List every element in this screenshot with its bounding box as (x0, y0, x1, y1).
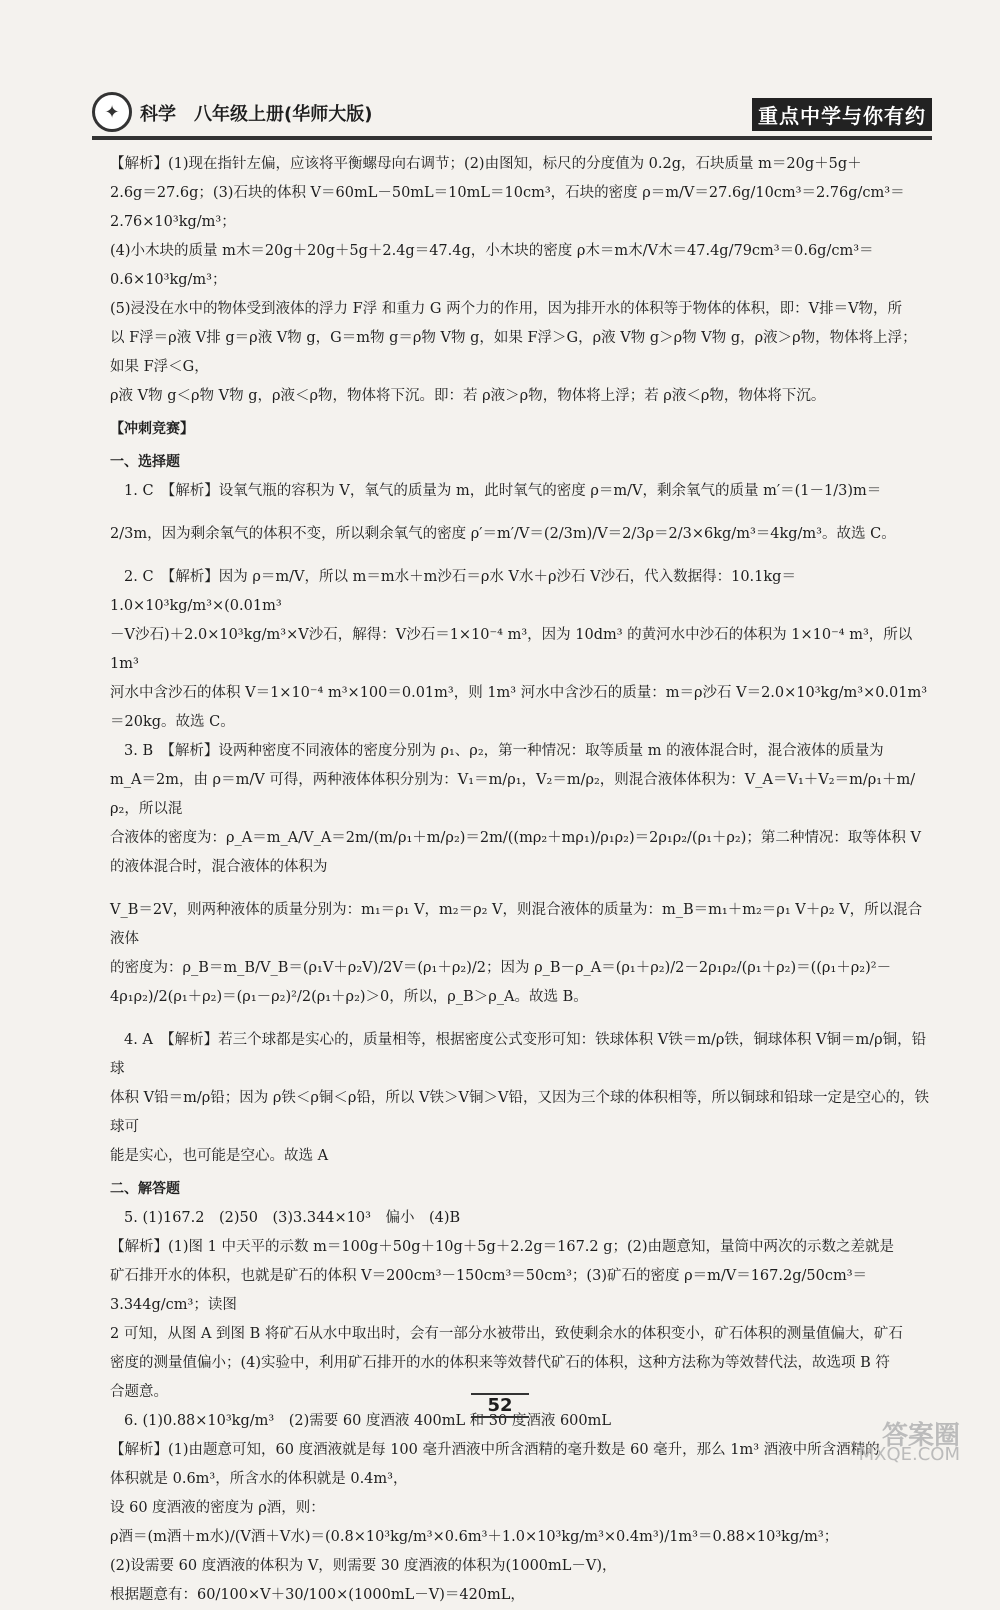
page-footer (450, 1390, 550, 1420)
text-line: m_A＝2m，由 ρ＝m/V 可得，两种液体体积分别为：V₁＝m/ρ₁，V₂＝m/ρ₂，则混合液体体积为：V_A＝V₁＋V₂＝m/ρ₁＋m/ρ₂，所以混 (110, 772, 916, 817)
text-line: ρ液 V物 g＜ρ物 V物 g，ρ液＜ρ物，物体将下沉。即：若 ρ液＞ρ物，物体将上浮；若 ρ液＜ρ物，物体将下沉。 (110, 388, 826, 404)
page-header (92, 92, 932, 142)
text-line: 2. C 【解析】因为 ρ＝m/V，所以 m＝m水＋m沙石＝ρ水 V水＋ρ沙石 V沙石，代入数据得：10.1kg＝1.0×10³kg/m³×(0.01m³ (110, 569, 796, 614)
text-line: 合题意。 (110, 1384, 168, 1400)
text-line (110, 549, 930, 563)
text-line: 二、解答题 (110, 1181, 180, 1197)
text-line: (5)浸没在水中的物体受到液体的浮力 F浮 和重力 G 两个力的作用，因为排开水的体积等于物体的体积，即：V排＝V物，所 (110, 301, 903, 317)
text-line: 体积就是 0.6m³，所含水的体积就是 0.4m³， (110, 1471, 408, 1487)
text-line: 【解析】(1)图 1 中天平的示数 m＝100g＋50g＋10g＋5g＋2.2g＝167.2 g；(2)由题意知，量筒中两次的示数之差就是 (110, 1239, 895, 1255)
text-line: 2 可知，从图 A 到图 B 将矿石从水中取出时，会有一部分水被带出，致使剩余水的体积变小，矿石体积的测量值偏大，矿石 (110, 1326, 903, 1342)
text-line: 设 60 度酒液的密度为 ρ酒，则： (110, 1500, 325, 1516)
text-line: V_B＝2V，则两种液体的质量分别为：m₁＝ρ₁ V，m₂＝ρ₂ V，则混合液体的质量为：m_B＝m₁＋m₂＝ρ₁ V＋ρ₂ V，所以混合液体 (110, 902, 923, 947)
text-line: 3. B 【解析】设两种密度不同液体的密度分别为 ρ₁、ρ₂，第一种情况：取等质量 m 的液体混合时，混合液体的质量为 (124, 743, 884, 759)
text-line: 河水中含沙石的体积 V＝1×10⁻⁴ m³×100＝0.01m³，则 1m³ 河水中含沙石的质量：m＝ρ沙石 V＝2.0×10³kg/m³×0.01m³ (110, 685, 928, 701)
text-line (110, 882, 930, 896)
text-line: 4. A 【解析】若三个球都是实心的，质量相等，根据密度公式变形可知：铁球体积 V铁＝m/ρ铁，铜球体积 V铜＝m/ρ铜，铅球 (110, 1032, 927, 1077)
school-logo-icon: ✦ (92, 92, 132, 132)
text-line: 2/3m，因为剩余氧气的体积不变，所以剩余氧气的密度 ρ′＝m′/V＝(2/3m)/V＝2/3ρ＝2/3×6kg/m³＝4kg/m³。故选 C。 (110, 526, 896, 542)
text-line (110, 506, 930, 520)
text-line: 6. (1)0.88×10³kg/m³ (2)需要 60 度酒液 400mL 和 30 度酒液 600mL (124, 1413, 612, 1429)
text-line: ρ酒＝(m酒＋m水)/(V酒＋V水)＝(0.8×10³kg/m³×0.6m³＋1.0×10³kg/m³×0.4m³)/1m³＝0.88×10³kg/m³； (110, 1529, 839, 1545)
text-line: 矿石排开水的体积，也就是矿石的体积 V＝200cm³－150cm³＝50cm³；(3)矿石的密度 ρ＝m/V＝167.2g/50cm³＝3.344g/cm³；读图 (110, 1268, 868, 1313)
text-line: 一、选择题 (110, 454, 180, 470)
brand-banner: 重点中学与你有约 (752, 98, 932, 131)
text-line: 合液体的密度为：ρ_A＝m_A/V_A＝2m/(m/ρ₁＋m/ρ₂)＝2m/((mρ₂＋mρ₁)/ρ₁ρ₂)＝2ρ₁ρ₂/(ρ₁＋ρ₂)；第二种情况：取等体积 V 的液体混合时，混合液体的体积为 (110, 830, 921, 875)
page-number: 52 (471, 1393, 528, 1418)
text-line (110, 1012, 930, 1026)
text-line: 根据题意有：60/100×V＋30/100×(1000mL－V)＝420mL， (110, 1587, 525, 1603)
text-line: (4)小木块的质量 m木＝20g＋20g＋5g＋2.4g＝47.4g，小木块的密度 ρ木＝m木/V木＝47.4g/79cm³＝0.6g/cm³＝0.6×10³kg/m³； (110, 243, 874, 288)
text-line: 2.6g＝27.6g；(3)石块的体积 V＝60mL－50mL＝10mL＝10cm³，石块的密度 ρ＝m/V＝27.6g/10cm³＝2.76g/cm³＝2.76×10³kg/m³； (110, 185, 905, 230)
text-line: 以 F浮＝ρ液 V排 g＝ρ液 V物 g，G＝m物 g＝ρ物 V物 g，如果 F浮＞G，ρ液 V物 g＞ρ物 V物 g，ρ液＞ρ物，物体将上浮；如果 F浮＜G， (110, 330, 917, 375)
text-line: 的密度为：ρ_B＝m_B/V_B＝(ρ₁V＋ρ₂V)/2V＝(ρ₁＋ρ₂)/2；因为 ρ_B－ρ_A＝(ρ₁＋ρ₂)/2－2ρ₁ρ₂/(ρ₁＋ρ₂)＝((ρ₁＋ρ₂)²－4ρ₁ρ₂)/2(ρ₁＋ρ₂)＝(ρ₁－ρ₂)²/2(ρ₁＋ρ₂)＞0，所以，ρ_B＞ρ_A。故选 B。 (110, 960, 892, 1005)
text-line: －V沙石)＋2.0×10³kg/m³×V沙石，解得：V沙石＝1×10⁻⁴ m³，因为 10dm³ 的黄河水中沙石的体积为 1×10⁻⁴ m³，所以 1m³ (110, 627, 913, 672)
text-line: 体积 V铅＝m/ρ铅；因为 ρ铁＜ρ铜＜ρ铅，所以 V铁＞V铜＞V铅，又因为三个球的体积相等，所以铜球和铅球一定是空心的，铁球可 (110, 1090, 929, 1135)
text-line: (2)设需要 60 度酒液的体积为 V，则需要 30 度酒液的体积为(1000mL－V)， (110, 1558, 617, 1574)
text-line: 5. (1)167.2 (2)50 (3)3.344×10³ 偏小 (4)B (124, 1210, 461, 1226)
text-line: 【冲刺竞赛】 (110, 421, 194, 437)
text-line: 密度的测量值偏小；(4)实验中，利用矿石排开的水的体积来等效替代矿石的体积，这种方法称为等效替代法，故选项 B 符 (110, 1355, 890, 1371)
watermark-logo: 答案圈 (881, 1421, 960, 1451)
text-line: 1. C 【解析】设氧气瓶的容积为 V，氧气的质量为 m，此时氧气的密度 ρ＝m/V，剩余氧气的质量 m′＝(1－1/3)m＝ (124, 483, 882, 499)
watermark-url: MXQE.COM (858, 1444, 960, 1465)
subject-title: 科学 八年级上册(华师大版) (140, 104, 373, 125)
header-divider (92, 136, 932, 140)
text-line: ＝20kg。故选 C。 (110, 714, 235, 730)
text-line: 【解析】(1)由题意可知，60 度酒液就是每 100 毫升酒液中所含酒精的毫升数是 60 毫升，那么 1m³ 酒液中所含酒精的 (110, 1442, 880, 1458)
text-line: 【解析】(1)现在指针左偏，应该将平衡螺母向右调节；(2)由图知，标尺的分度值为 0.2g，石块质量 m＝20g＋5g＋ (110, 156, 862, 172)
text-line: 能是实心，也可能是空心。故选 A (110, 1148, 329, 1164)
